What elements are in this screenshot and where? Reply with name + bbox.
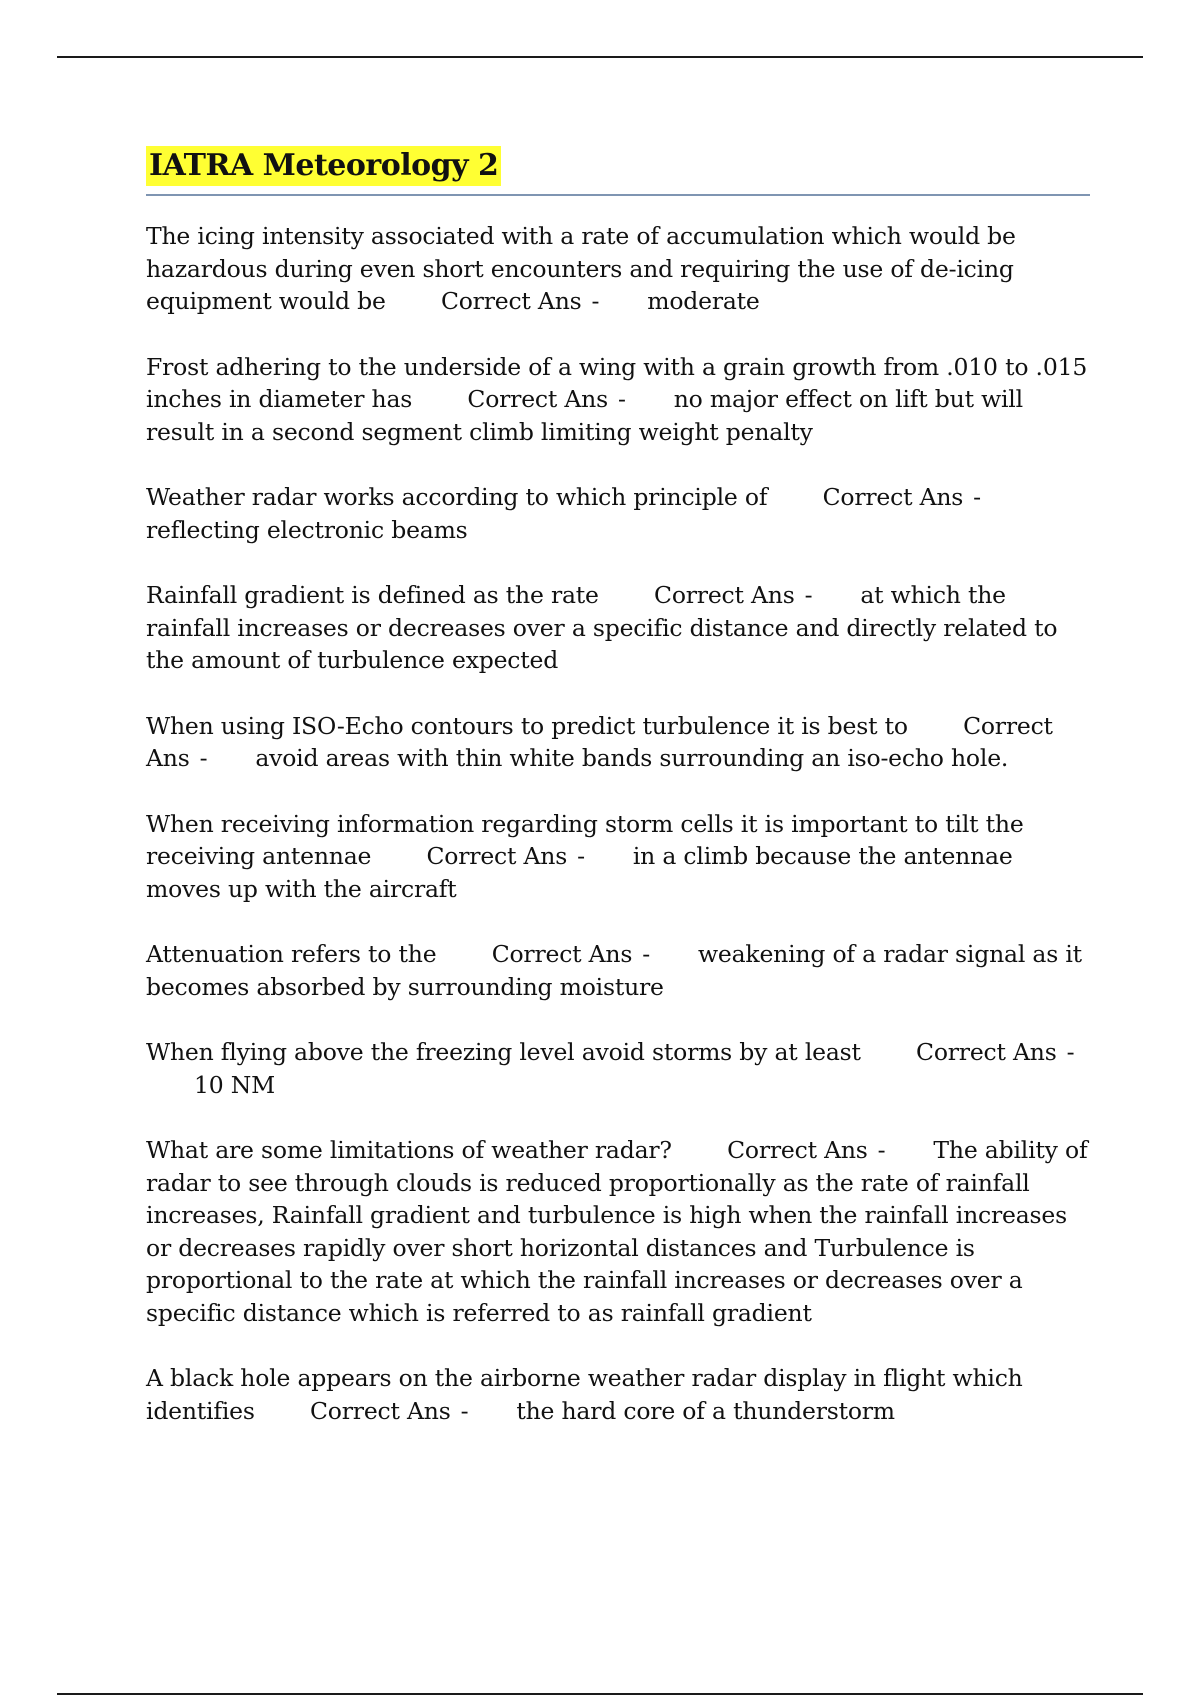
- top-rule: [57, 56, 1143, 58]
- answer-label: Correct Ans: [822, 483, 964, 511]
- question-text: Frost adhering to the underside of a wing with a grain growth from .010 to .015 inches in diameter has: [146, 352, 1088, 413]
- question-text: When flying above the freezing level avoid storms by at least: [146, 1038, 861, 1066]
- answer-text: The ability of radar to see through clouds is reduced proportionally as the rate of rainfall increases, Rainfall gradient and turbulence is high when the rainfall increases or decreases rapidly over short horizontal distances and Turbulence is proportional to the rate at which the rainfall increases or decreases over a specific distance which is referred to as rainfall gradient: [146, 1136, 1088, 1327]
- document-title: IATRA Meteorology 2: [146, 146, 501, 186]
- answer-text: moderate: [647, 287, 760, 315]
- answer-separator: -: [877, 1136, 886, 1164]
- question-text: Weather radar works according to which principle of: [146, 483, 768, 511]
- answer-text: reflecting electronic beams: [146, 515, 468, 544]
- answer-text: no major effect on lift but will result in a second segment climb limiting weight penalty: [146, 385, 1023, 446]
- qa-item: [146, 1134, 1090, 1329]
- document-body: [146, 146, 1090, 1460]
- answer-label: Correct Ans: [491, 940, 633, 968]
- answer-label: Correct Ans: [310, 1396, 451, 1425]
- answer-label: Correct Ans: [467, 385, 608, 413]
- qa-item: [146, 938, 1090, 1003]
- qa-list: [146, 220, 1090, 1427]
- qa-item: [146, 579, 1090, 677]
- qa-item: [146, 710, 1090, 775]
- answer-separator: -: [642, 940, 650, 968]
- answer-separator: -: [617, 385, 626, 413]
- question-text: A black hole appears on the airborne weather radar display in flight which identifies: [146, 1364, 1023, 1425]
- answer-separator: -: [1066, 1038, 1075, 1066]
- question-text: What are some limitations of weather radar?: [146, 1136, 672, 1164]
- answer-text: avoid areas with thin white bands surrounding an iso-echo hole.: [255, 744, 1009, 772]
- title-block: [146, 146, 1090, 196]
- answer-separator: -: [973, 483, 981, 511]
- qa-item: [146, 1036, 1090, 1101]
- answer-label: Correct Ans: [440, 287, 582, 315]
- qa-item: [146, 808, 1090, 906]
- question-text: When using ISO-Echo contours to predict turbulence it is best to: [146, 711, 908, 740]
- answer-label: Correct Ans: [426, 842, 568, 870]
- answer-separator: -: [199, 744, 208, 772]
- answer-text: in a climb because the antennae moves up with the aircraft: [146, 842, 1013, 903]
- qa-item: [146, 481, 1090, 546]
- answer-label: Correct Ans: [916, 1038, 1057, 1066]
- bottom-rule: [57, 1693, 1143, 1695]
- answer-text: at which the rainfall increases or decreases over a specific distance and directly related to the amount of turbulence expected: [146, 581, 1058, 674]
- question-text: The icing intensity associated with a rate of accumulation which would be hazardous during even short encounters and requiring the use of de-icing equipment would be: [146, 222, 1016, 315]
- answer-text: 10 NM: [194, 1070, 275, 1099]
- answer-text: weakening of a radar signal as it becomes absorbed by surrounding moisture: [146, 940, 1082, 1001]
- answer-label: Correct Ans: [727, 1136, 868, 1164]
- qa-item: [146, 1362, 1090, 1427]
- answer-text: the hard core of a thunderstorm: [516, 1396, 895, 1425]
- answer-separator: -: [460, 1396, 469, 1425]
- question-text: When receiving information regarding storm cells it is important to tilt the receiving antennae: [146, 809, 1024, 870]
- qa-item: [146, 351, 1090, 449]
- answer-separator: -: [577, 842, 585, 870]
- answer-separator: -: [591, 287, 600, 315]
- qa-item: [146, 220, 1090, 318]
- answer-label: Correct Ans: [654, 581, 795, 609]
- question-text: Attenuation refers to the: [146, 940, 437, 968]
- answer-separator: -: [804, 581, 813, 609]
- question-text: Rainfall gradient is defined as the rate: [146, 581, 599, 609]
- answer-label: Correct Ans: [146, 711, 1053, 772]
